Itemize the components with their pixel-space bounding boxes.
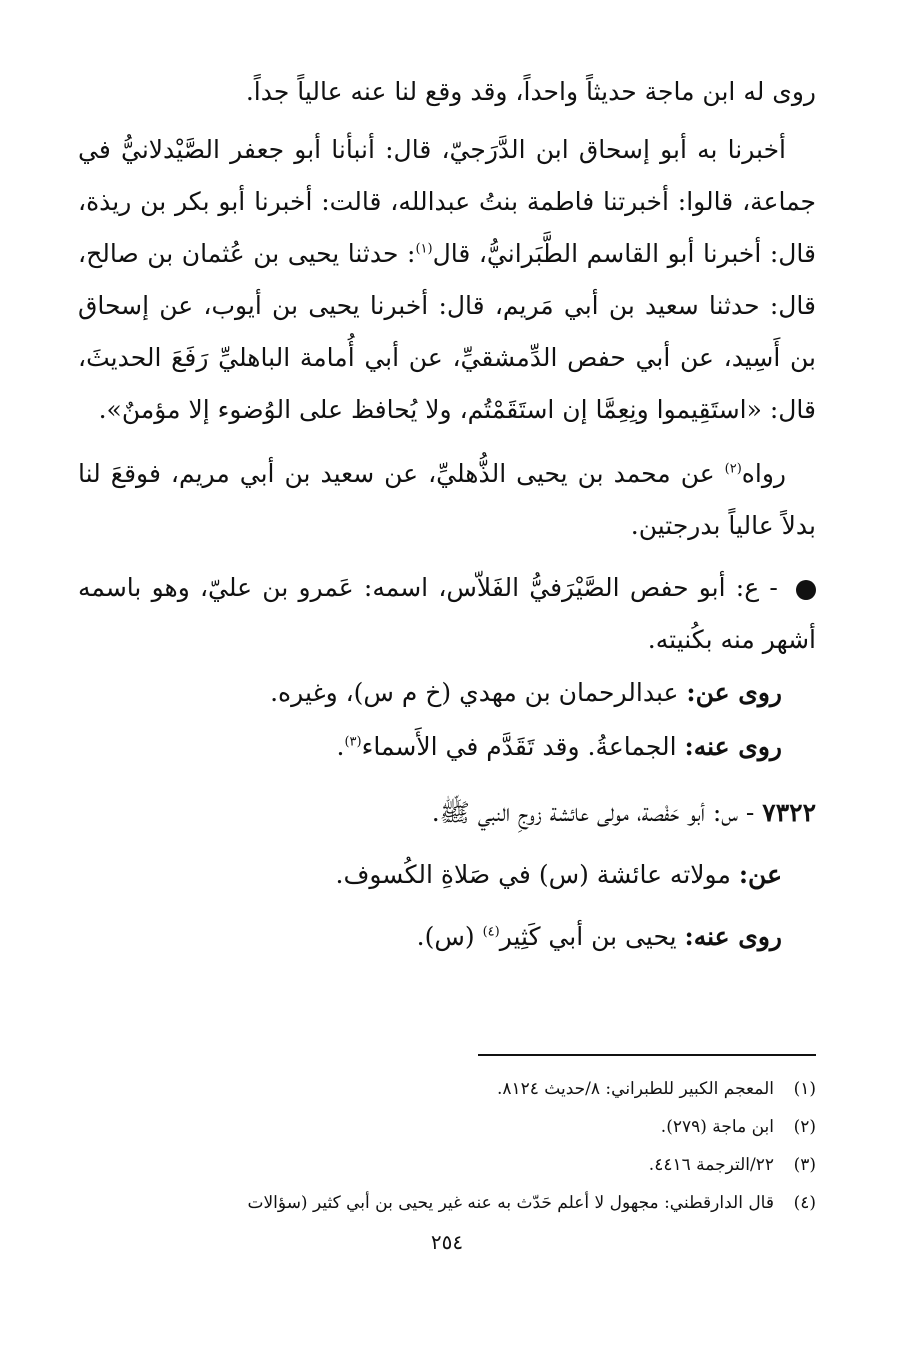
paragraph-riwaya [78,448,816,552]
narrated-by-tail: . [336,732,345,761]
footnote-2 [78,1108,816,1146]
paragraph-isnad [78,124,816,436]
entry-from-line [78,844,816,906]
bullet-icon [796,580,816,600]
entry-by-line [78,906,816,968]
entry-number: ٧٣٢٢ [762,798,816,827]
riwaya-rest: عن محمد بن يحيى الذُّهليِّ، عن سعيد بن أبي مريم، فوقعَ لنا بدلاً عالياً بدرجتين. [78,459,816,540]
footnote-ref-3: (٣) [344,734,362,750]
footnote-ref-4: (٤) [482,924,500,940]
footnote-text: قال الدارقطني: مجهول لا أعلم حَدّث به عنه غير يحيى بن أبي كثير (سؤالات [247,1193,774,1213]
narrated-by-text: الجماعةُ. وقد تَقَدَّم في الأَسماء [361,732,685,761]
narrated-by-label: روى عنه: [684,732,782,761]
paragraph-kunya-entry [78,562,816,666]
footnotes [78,1070,816,1222]
paragraph-intro: روى له ابن ماجة حديثاً واحداً، وقد وقع لنا عنه عالياً جداً. [245,77,816,106]
entry-heading [78,774,816,844]
isnad-text: أخبرنا به أبو إسحاق ابن الدَّرَجيّ، قال: أنبأنا أبو جعفر الصَّيْدلانيُّ في جماعة، قالوا: أخبرتنا فاطمة بنتُ عبدالله، قالت: أخبرنا أبو بكر بن ريذة، قال: أخبرنا أبو القاسم الطَّبَرانيُّ، قال [78,135,816,268]
isnad-text-rest: : حدثنا يحيى بن عُثمان بن صالح، قال: حدثنا سعيد بن أبي مَريم، قال: أخبرنا يحيى بن أيوب، عن إسحاق بن أَسِيد، عن أبي حفص الدِّمشقيِّ، عن أبي أُمامة الباهليِّ رَفَعَ الحديثَ، قال: «استَقِيموا ونِعِمَّا إن استَقَمْتُم، ولا يُحافظ على الوُضوء إلا مؤمنٌ». [78,239,816,424]
page-number: ٢٥٤ [430,1230,464,1254]
footnote-4 [78,1184,816,1222]
footnote-text: ٢٢/الترجمة ٤٤١٦. [648,1155,774,1175]
narrated-by-line [78,720,816,774]
kunya-entry-text: - ع: أبو حفص الصَّيْرَفيُّ الفَلاّس، اسمه: عَمرو بن عليّ، وهو باسمه أشهر منه بكُنيته. [78,573,816,654]
footnote-3 [78,1146,816,1184]
footnote-1 [78,1070,816,1108]
riwaya-start: رواه [741,459,786,488]
entry-by-tail: (س). [416,922,483,951]
entry-text: - س: أبو حَفْصة، مولى عائشة زوجِ النبي ﷺ. [431,798,763,827]
footnote-separator [478,1054,816,1056]
footnote-ref-1: (١) [415,241,433,257]
footnote-text: المعجم الكبير للطبراني: ٨/حديث ٨١٢٤. [496,1079,774,1099]
footnote-text: ابن ماجة (٢٧٩). [660,1117,774,1137]
footnote-number: (١) [793,1079,816,1099]
footnote-number: (٣) [793,1155,816,1175]
entry-by-text: يحيى بن أبي كَثِير [499,922,685,951]
footnote-ref-2: (٢) [724,461,742,477]
entry-from-text: مولاته عائشة (س) في صَلاةِ الكُسوف. [335,860,739,889]
footnote-number: (٤) [793,1193,816,1213]
book-page [78,66,816,1306]
entry-from-label: عن: [738,860,782,889]
narrated-from-text: عبدالرحمان بن مهدي (خ م س)، وغيره. [270,678,687,707]
footnote-number: (٢) [793,1117,816,1137]
entry-by-label: روى عنه: [684,922,782,951]
narrated-from-line [78,666,816,720]
narrated-from-label: روى عن: [686,678,782,707]
